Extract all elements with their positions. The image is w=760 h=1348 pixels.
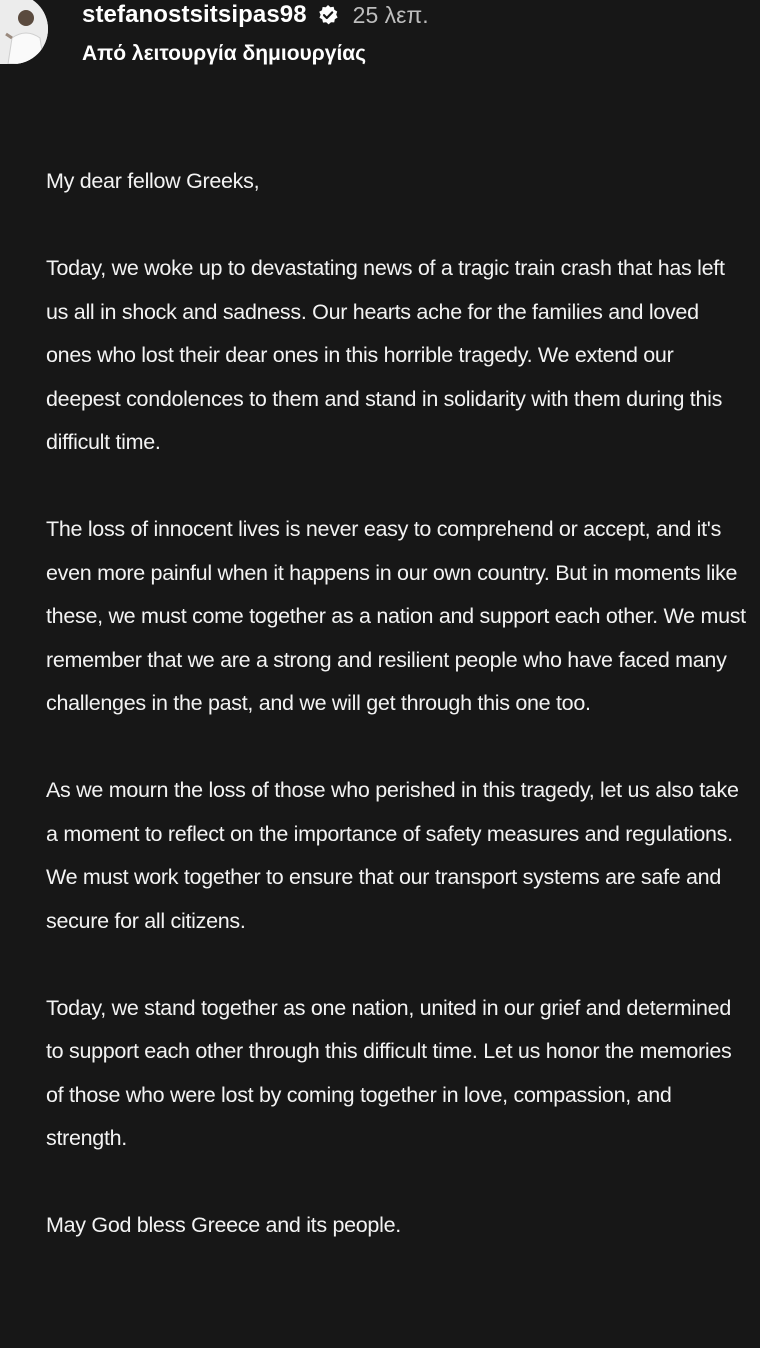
paragraph-1: Today, we woke up to devastating news of a tragic train crash that has left us all in shock and sadness. Our hearts ache for the families and loved ones who lost their dear ones in this horrible tragedy. We extend our deepest condolences to them and stand in solidarity with them during this difficult time. bbox=[46, 256, 725, 454]
post-text bbox=[46, 160, 746, 1248]
avatar[interactable] bbox=[0, 0, 48, 64]
username-row bbox=[82, 0, 429, 30]
paragraph-2: The loss of innocent lives is never easy to comprehend or accept, and it's even more painful when it happens in our own country. But in moments like these, we must come together as a nation and support each other. We must remember that we are a strong and resilient people who have faced many challenges in the past, and we will get through this one too. bbox=[46, 517, 746, 715]
verified-badge-icon bbox=[317, 4, 339, 26]
greeting: My dear fellow Greeks, bbox=[46, 169, 260, 193]
post-time: 25 λεπ. bbox=[352, 1, 429, 28]
closing-line: May God bless Greece and its people. bbox=[46, 1213, 401, 1237]
username[interactable]: stefanostsitsipas98 bbox=[82, 1, 307, 28]
profile-photo-icon bbox=[0, 0, 48, 64]
paragraph-3: As we mourn the loss of those who perished in this tragedy, let us also take a moment to reflect on the importance of safety measures and regulations. We must work together to ensure that our transport systems are safe and secure for all citizens. bbox=[46, 778, 739, 933]
subtitle: Από λειτουργία δημιουργίας bbox=[82, 42, 367, 65]
paragraph-4: Today, we stand together as one nation, united in our grief and determined to support each other through this difficult time. Let us honor the memories of those who were lost by coming together in love, compassion, and strength. bbox=[46, 995, 732, 1150]
story-header bbox=[0, 0, 760, 80]
